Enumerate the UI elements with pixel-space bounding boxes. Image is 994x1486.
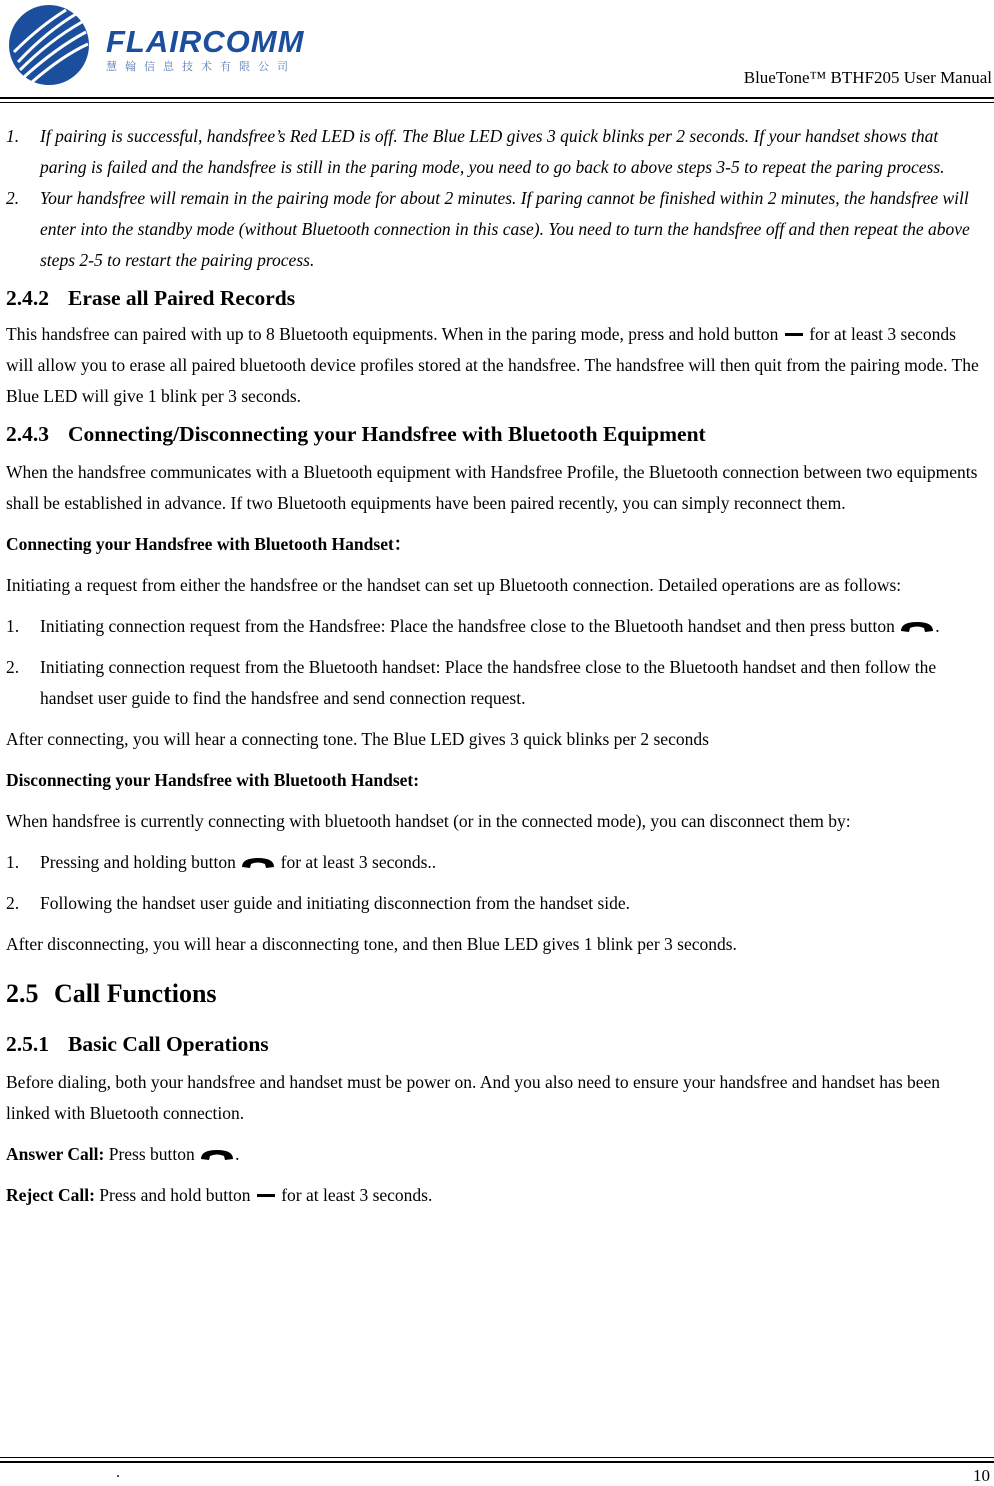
connecting-heading: Connecting your Handsfree with Bluetooth Handset： [6, 534, 412, 554]
after-disconnecting-text: After disconnecting, you will hear a disconnecting tone, and then Blue LED gives 1 blink per 3 seconds. [6, 934, 737, 954]
phone-handset-icon [199, 1148, 235, 1162]
manual-title: BlueTone™ BTHF205 User Manual [743, 68, 992, 87]
logo-wordmark: FLAIRCOMM [106, 24, 305, 59]
paragraph-text: for at least 3 seconds will allow you to erase all paired bluetooth device profiles stored at the handsfree. The handsfree will then quit from the pairing mode. The Blue LED will give 1 blink per 3 seconds. [6, 324, 979, 406]
section-title: Connecting/Disconnecting your Handsfree with Bluetooth Equipment [68, 422, 706, 446]
list-text-end: . [935, 616, 940, 636]
phone-handset-icon [899, 620, 935, 634]
section-number: 2.4.3 [6, 422, 49, 446]
reject-call-text: for at least 3 seconds. [281, 1185, 433, 1205]
reject-call-line [6, 1180, 986, 1211]
section-heading-2-5 [6, 974, 986, 1014]
section-title: Call Functions [54, 979, 217, 1008]
list-text: Initiating connection request from the Handsfree: Place the handsfree close to the Bluetooth handset and then press button [40, 616, 895, 636]
section-number: 2.5 [6, 979, 39, 1008]
after-connecting-text: After connecting, you will hear a connecting tone. The Blue LED gives 3 quick blinks per 2 seconds [6, 729, 709, 749]
disconnect-steps-list [6, 847, 986, 919]
section-title: Basic Call Operations [68, 1032, 269, 1056]
reject-call-label: Reject Call: [6, 1185, 95, 1205]
footer-dot: . [116, 1464, 120, 1481]
list-text: Initiating connection request from the Bluetooth handset: Place the handsfree close to the Bluetooth handset and then follow the handset user guide to find the handsfree and send connection request. [40, 657, 937, 708]
connecting-intro: Initiating a request from either the handsfree or the handset can set up Bluetooth connection. Detailed operations are as follows: [6, 575, 902, 595]
list-item [6, 847, 986, 878]
list-item [6, 121, 986, 183]
logo-chinese-subtitle: 慧翰信息技术有限公司 [106, 60, 296, 73]
list-item [6, 888, 986, 919]
answer-call-label: Answer Call: [6, 1144, 105, 1164]
list-text: for at least 3 seconds.. [280, 852, 437, 872]
connect-intro-paragraph: When the handsfree communicates with a Bluetooth equipment with Handsfree Profile, the Bluetooth connection between two equipments shall be established in advance. If two Bluetooth equipments have been paired recently, you can simply reconnect them. [6, 462, 978, 513]
disconnecting-intro: When handsfree is currently connecting with bluetooth handset (or in the connected mode), you can disconnect them by: [6, 811, 851, 831]
section-number: 2.4.2 [6, 286, 49, 310]
section-heading-2-4-3 [6, 418, 986, 451]
erase-paragraph [6, 319, 986, 412]
section-heading-2-5-1 [6, 1028, 986, 1061]
connect-steps-list [6, 611, 986, 714]
flaircomm-logo [6, 2, 306, 90]
disconnecting-heading: Disconnecting your Handsfree with Bluetooth Handset: [6, 770, 420, 790]
phone-handset-icon [240, 856, 276, 870]
section-heading-2-4-2 [6, 282, 986, 315]
minus-button-icon [257, 1194, 275, 1197]
page-number: 10 [973, 1466, 990, 1485]
list-item [6, 183, 986, 276]
reject-call-text: Press and hold button [99, 1185, 251, 1205]
call-intro-paragraph: Before dialing, both your handsfree and handset must be power on. And you also need to ensure your handsfree and handset has been linked with Bluetooth connection. [6, 1072, 941, 1123]
section-title: Erase all Paired Records [68, 286, 296, 310]
list-text: Your handsfree will remain in the pairing mode for about 2 minutes. If paring cannot be finished within 2 minutes, the handsfree will enter into the standby mode (without Bluetooth connection in this case). You need to turn the handsfree off and then repeat the above steps 2-5 to restart the pairing process. [40, 188, 970, 270]
list-text: If pairing is successful, handsfree’s Red LED is off. The Blue LED gives 3 quick blinks per 2 seconds. If your handset shows that paring is failed and the handsfree is still in the paring mode, you need to go back to above steps 3-5 to repeat the paring process. [40, 126, 945, 177]
answer-call-end: . [235, 1144, 240, 1164]
list-number: 2. [6, 893, 20, 913]
list-item [6, 611, 986, 642]
list-text: Following the handset user guide and initiating disconnection from the handset side. [40, 893, 631, 913]
list-number: 1. [6, 616, 20, 636]
footer-rule [0, 1457, 994, 1463]
section-number: 2.5.1 [6, 1032, 49, 1056]
list-number: 2. [6, 188, 20, 208]
minus-button-icon [785, 333, 803, 336]
pairing-notes-list [6, 121, 986, 276]
list-number: 1. [6, 852, 20, 872]
answer-call-line [6, 1139, 986, 1170]
list-item [6, 652, 986, 714]
list-number: 2. [6, 657, 20, 677]
header-rule [0, 97, 994, 103]
globe-emblem-icon [6, 2, 92, 88]
answer-call-text: Press button [108, 1144, 195, 1164]
page-content [6, 121, 986, 1211]
list-text: Pressing and holding button [40, 852, 236, 872]
page-header [0, 0, 994, 96]
paragraph-text: This handsfree can paired with up to 8 Bluetooth equipments. When in the paring mode, press and hold button [6, 324, 779, 344]
list-number: 1. [6, 126, 20, 146]
